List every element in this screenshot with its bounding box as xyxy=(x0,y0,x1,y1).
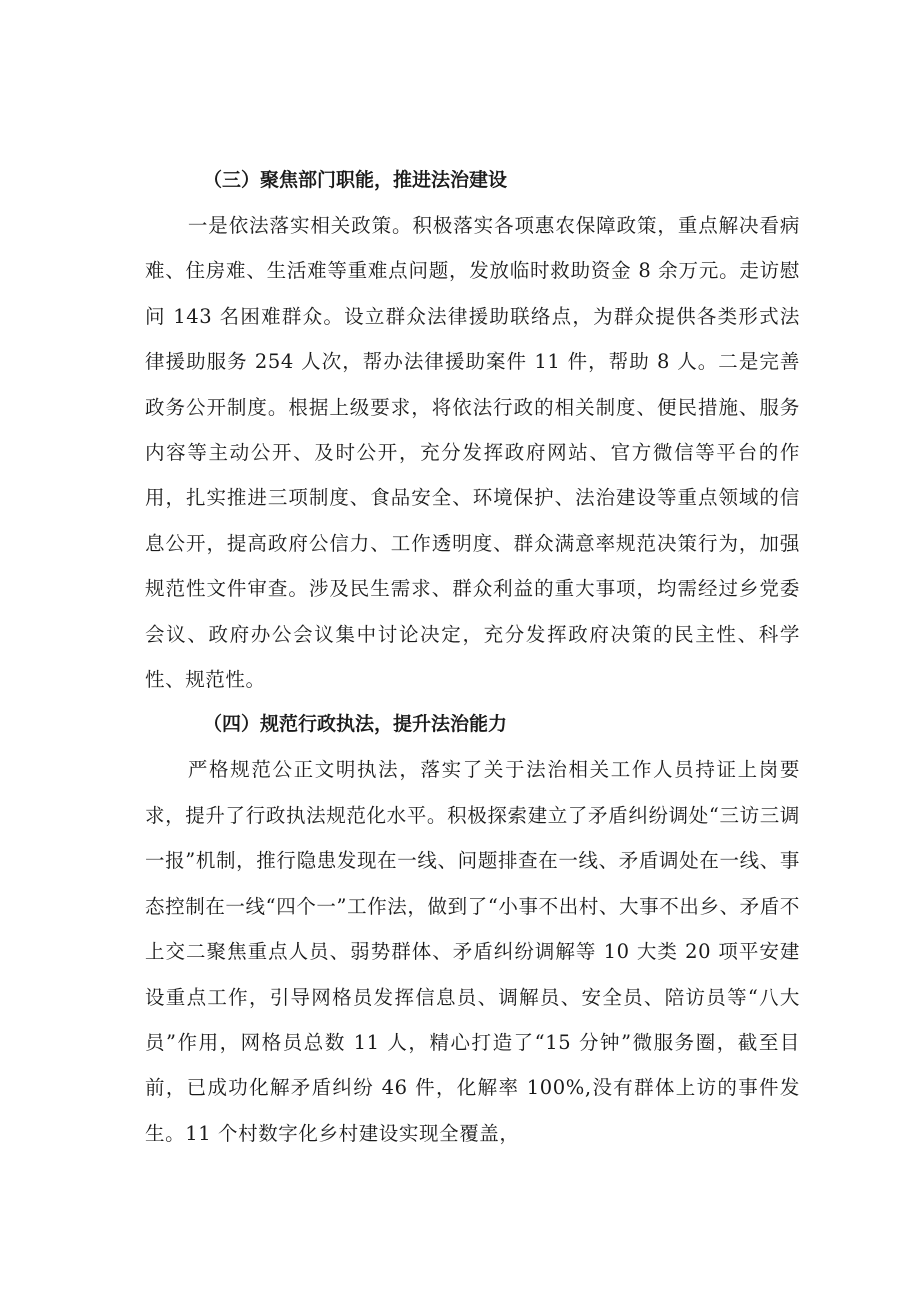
document-page xyxy=(145,158,800,1156)
section-4-heading: （四）规范行政执法，提升法治能力 xyxy=(203,713,508,736)
section-4-paragraph: 严格规范公正文明执法，落实了关于法治相关工作人员持证上岗要求，提升了行政执法规范化水平。积极探索建立了矛盾纠纷调处“三访三调一报”机制，推行隐患发现在一线、问题排查在一线、矛盾调处在一线、事态控制在一线“四个一”工作法，做到了“小事不出村、大事不出乡、矛盾不上交二聚焦重点人员、弱势群体、矛盾纠纷调解等 10 大类 20 项平安建设重点工作，引导网格员发挥信息员、调解员、安全员、陪访员等“八大员”作用，网格员总数 11 人，精心打造了“15 分钟”微服务圈，截至目前，已成功化解矛盾纠纷 46 件，化解率 100%,没有群体上访的事件发生。11 个村数字化乡村建设实现全覆盖， xyxy=(145,758,800,1145)
section-3-paragraph: 一是依法落实相关政策。积极落实各项惠农保障政策，重点解决看病难、住房难、生活难等重难点问题，发放临时救助资金 8 余万元。走访慰问 143 名困难群众。设立群众法律援助联络点，为群众提供各类形式法律援助服务 254 人次，帮办法律援助案件 11 件，帮助 8 人。二是完善政务公开制度。根据上级要求，将依法行政的相关制度、便民措施、服务内容等主动公开、及时公开，充分发挥政府网站、官方微信等平台的作用，扎实推进三项制度、食品安全、环境保护、法治建设等重点领域的信息公开，提高政府公信力、工作透明度、群众满意率规范决策行为，加强规范性文件审查。涉及民生需求、群众利益的重大事项，均需经过乡党委会议、政府办公会议集中讨论决定，充分发挥政府决策的民主性、科学性、规范性。 xyxy=(145,214,800,692)
section-3-heading: （三）聚焦部门职能，推进法治建设 xyxy=(203,169,508,191)
